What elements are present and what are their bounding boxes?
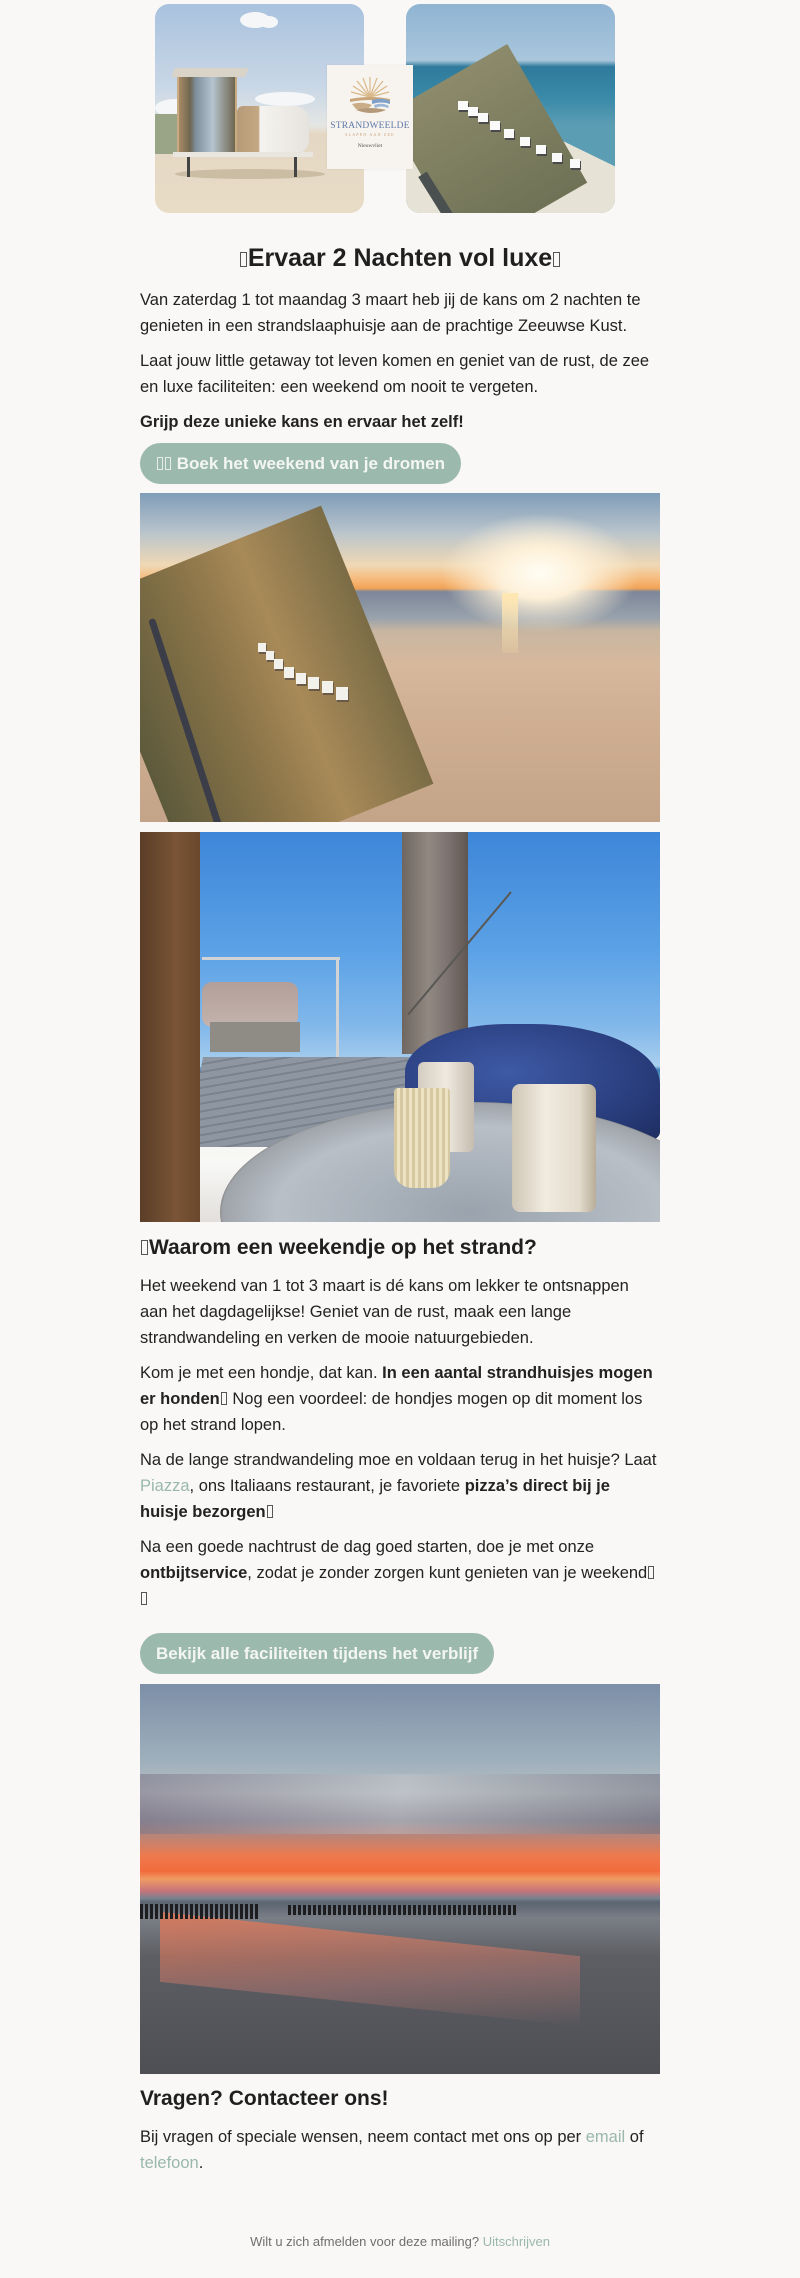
emoji-placeholder-icon <box>240 252 247 267</box>
aerial-beach-photo <box>406 4 615 213</box>
emoji-placeholder-icon <box>157 457 163 470</box>
unsubscribe-link[interactable]: Uitschrijven <box>482 2234 550 2249</box>
why-paragraph-breakfast: Na een goede nachtrust de dag goed starten, doe je met onze ontbijtservice, zodat je zonder zorgen kunt genieten van je weekend <box>140 1534 660 1612</box>
emoji-placeholder-icon <box>141 1240 148 1255</box>
strandweelde-logo <box>327 65 413 169</box>
why-paragraph-dogs: Kom je met een hondje, dat kan. In een aantal strandhuisjes mogen er honden Nog een voordeel: de hondjes mogen op dit moment los op het strand lopen. <box>140 1364 653 1434</box>
book-weekend-button[interactable]: Boek het weekend van je dromen <box>140 443 461 484</box>
why-paragraph-1: Het weekend van 1 tot 3 maart is dé kans om lekker te ontsnappen aan het dagdagelijkse! Geniet van de rust, maak een lange strandwandeling en verken de mooie natuurgebieden. <box>140 1277 629 1347</box>
sunset-dunes-photo <box>140 493 660 822</box>
emoji-placeholder-icon <box>165 457 171 470</box>
logo-location: Nieuwvliet <box>357 143 383 149</box>
email-link[interactable]: email <box>585 2128 626 2146</box>
contact-paragraph: Bij vragen of speciale wensen, neem contact met ons op per email of telefoon. <box>140 2128 644 2172</box>
main-title: Ervaar 2 Nachten vol luxe <box>140 243 660 273</box>
sunrise-waves-icon <box>348 75 392 115</box>
unsubscribe-footer: Wilt u zich afmelden voor deze mailing? Uitschrijven <box>250 2234 550 2249</box>
sunset-groynes-photo <box>140 1684 660 2074</box>
emoji-placeholder-icon <box>553 252 560 267</box>
contact-title: Vragen? Contacteer ons! <box>140 2087 389 2110</box>
phone-link[interactable]: telefoon <box>140 2154 199 2172</box>
why-paragraph-pizza: Na de lange strandwandeling moe en voldaan terug in het huisje? Laat Piazza, ons Italiaans restaurant, je favoriete pizza’s direct bij je huisje bezorgen <box>140 1451 657 1521</box>
why-section-title: Waarom een weekendje op het strand? <box>140 1235 660 1261</box>
emoji-placeholder-icon <box>221 1392 227 1405</box>
emoji-placeholder-icon <box>141 1592 147 1605</box>
emoji-placeholder-icon <box>267 1505 273 1518</box>
intro-paragraph-2: Laat jouw little getaway tot leven komen en geniet van de rust, de zee en luxe faciliteiten: een weekend om nooit te vergeten. <box>140 352 650 396</box>
piazza-link[interactable]: Piazza <box>140 1477 190 1495</box>
email-container <box>140 4 660 2249</box>
intro-call-to-action-text: Grijp deze unieke kans en ervaar het zelf! <box>140 413 464 431</box>
intro-paragraph-1: Van zaterdag 1 tot maandag 3 maart heb jij de kans om 2 nachten te genieten in een strandslaaphuisje aan de prachtige Zeeuwse Kust. <box>140 291 641 335</box>
emoji-placeholder-icon <box>648 1566 654 1579</box>
logo-tagline: SLAPEN AAN ZEE <box>345 132 395 137</box>
beach-house-interior-photo <box>140 832 660 1222</box>
header-collage <box>140 4 660 218</box>
view-facilities-button[interactable]: Bekijk alle faciliteiten tijdens het verblijf <box>140 1633 494 1674</box>
logo-brand-name: STRANDWEELDE <box>330 121 410 131</box>
